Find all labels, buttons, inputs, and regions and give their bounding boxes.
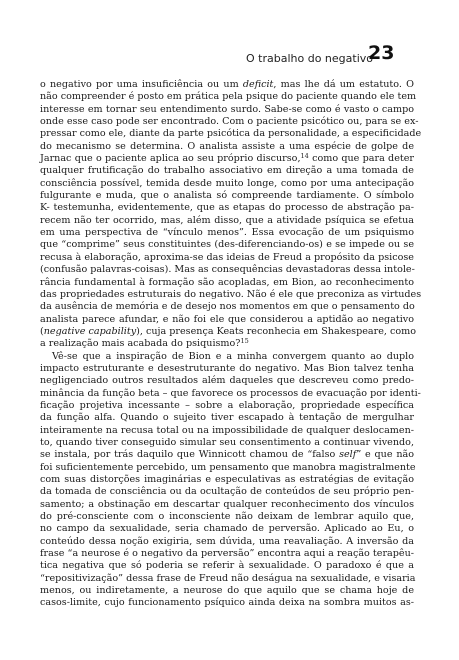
text-line: menos, ou indiretamente, a neurose do que aquilo que se chama hoje de bbox=[40, 585, 414, 597]
text-line: conteúdo dessa noção exigiria, sem dúvida, uma reavaliação. A inversão da bbox=[40, 535, 414, 547]
text-line: tica negativa que só poderia se referir à sexualidade. O paradoxo é que a bbox=[40, 560, 414, 572]
footnote-ref-14[interactable]: 14 bbox=[300, 152, 309, 161]
text-line: analista parece afundar, e não foi ele que considerou a aptidão ao negativo bbox=[40, 313, 414, 325]
paragraph-1 bbox=[40, 79, 422, 351]
italic-term: negative capability bbox=[43, 325, 137, 337]
text-line: recusa à elaboração, aproxima-se das ideias de Freud a propósito da psicose bbox=[40, 251, 414, 263]
text-line bbox=[40, 79, 414, 91]
text-span: Jarnac que o paciente aplica ao seu próprio discurso, bbox=[40, 153, 301, 165]
paragraph-2 bbox=[40, 350, 421, 610]
text-line: da tomada de consciência ou da ocultação de conteúdos de seu próprio pen- bbox=[40, 486, 414, 498]
text-line: foi suficientemente percebido, um pensamento que manobra magistralmente bbox=[40, 461, 416, 473]
text-line: to, quando tiver conseguido simular seu consentimento a continuar vivendo, bbox=[40, 436, 414, 448]
text-line: qualquer frutificação do trabalho associativo em direção a uma tomada de bbox=[40, 165, 414, 177]
text-line: impacto estruturante e desestruturante do negativo. Mas Bion talvez tenha bbox=[40, 362, 414, 374]
text-line: interesse em tornar seu entendimento surdo. Sabe-se como é vasto o campo bbox=[40, 103, 414, 115]
text-line: minância da função beta – que favorece os processos de evacuação por identi- bbox=[40, 387, 421, 399]
text-line bbox=[40, 153, 414, 165]
text-line: casos-limite, cujo funcionamento psíquico ainda deixa na sombra muitos as- bbox=[40, 597, 414, 609]
text-line bbox=[40, 338, 414, 350]
text-line: inteiramente na recusa total ou na impossibilidade de qualquer deslocamen- bbox=[40, 424, 414, 436]
text-line: da ausência de memória e de desejo nos momentos em que o pensamento do bbox=[40, 301, 415, 313]
text-line: das propriedades estruturais do negativo. Não é ele que preconiza as virtudes bbox=[40, 288, 422, 300]
text-line: rância fundamental à formação são acopladas, em Bion, ao reconhecimento bbox=[40, 276, 414, 288]
text-line: consciência possível, temida desde muito longe, como por uma antecipação bbox=[40, 177, 414, 189]
text-line: da função alfa. Quando o sujeito tiver escapado à tentação de mergulhar bbox=[40, 412, 414, 424]
text-line: frase “a neurose é o negativo da perversão” encontra aqui a reação terapêu- bbox=[40, 548, 414, 560]
text-span: a realização mais acabada do psiquismo? bbox=[40, 338, 241, 350]
text-span: o negativo por uma insuficiência ou um bbox=[40, 79, 243, 90]
text-line: do mecanismo se determina. O analista assiste a uma espécie de golpe de bbox=[40, 140, 414, 152]
page-number: 23 bbox=[368, 42, 395, 64]
text-line: Vê-se que a inspiração de Bion e a minha convergem quanto ao duplo bbox=[52, 350, 414, 362]
running-title: O trabalho do negativo bbox=[246, 52, 373, 65]
text-line: fulgurante e muda, que o analista só compreende tardiamente. O símbolo bbox=[40, 190, 414, 202]
text-line bbox=[40, 325, 417, 338]
text-span: ( bbox=[40, 325, 44, 337]
text-line: ficação projetiva incessante – sobre a elaboração, propriedade específica bbox=[40, 399, 414, 411]
body-text bbox=[40, 79, 422, 610]
running-header bbox=[0, 42, 459, 68]
text-line: em uma perspectiva de “vínculo menos”. Essa evocação de um psiquismo bbox=[40, 227, 414, 239]
text-line: onde esse caso pode ser encontrado. Com o paciente psicótico ou, para se ex- bbox=[40, 116, 419, 128]
italic-term: deficit bbox=[242, 79, 274, 90]
text-line bbox=[40, 449, 414, 461]
text-line: no campo da sexualidade, seria chamado de perversão. Aplicado ao Eu, o bbox=[40, 523, 414, 535]
text-line: negligenciado outros resultados além daqueles que descreveu como predo- bbox=[40, 375, 414, 387]
text-line: que “comprime” seus constituintes (des-diferenciando-os) e se impede ou se bbox=[40, 239, 414, 251]
text-line: não compreender é posto em prática pela psique do paciente quando ele tem bbox=[40, 91, 417, 103]
text-line: pressar como ele, diante da parte psicótica da personalidade, a especificidade bbox=[40, 128, 422, 140]
italic-term: self bbox=[339, 449, 357, 461]
text-span: ), cuja presença Keats reconhecia em Shakespeare, como bbox=[136, 325, 417, 337]
text-span: como que para deter bbox=[308, 153, 414, 165]
text-line: do pré-consciente com o inconsciente não deixam de lembrar aquilo que, bbox=[40, 511, 414, 523]
footnote-ref-15[interactable]: 15 bbox=[240, 337, 249, 346]
text-line: (confusão palavras-coisas). Mas as consequências devastadoras dessa intole- bbox=[40, 264, 415, 276]
text-span: , mas lhe dá um estatuto. O bbox=[273, 79, 414, 90]
text-line: “repositivização” dessa frase de Freud não deságua na sexualidade, e visaria bbox=[40, 572, 416, 584]
text-line: samento; a obstinação em descartar qualquer reconhecimento dos vínculos bbox=[40, 498, 414, 510]
text-line: K- testemunha, evidentemente, que as etapas do processo de abstração pa- bbox=[40, 202, 414, 214]
text-line: recem não ter ocorrido, mas, além disso, que a atividade psíquica se efetua bbox=[40, 214, 414, 226]
text-span: se instala, por trás daquilo que Winnicott chamou de “falso bbox=[40, 449, 340, 461]
text-span: ” e que não bbox=[356, 449, 414, 461]
text-line: com suas distorções imaginárias e especulativas as estratégias de evitação bbox=[40, 474, 414, 485]
